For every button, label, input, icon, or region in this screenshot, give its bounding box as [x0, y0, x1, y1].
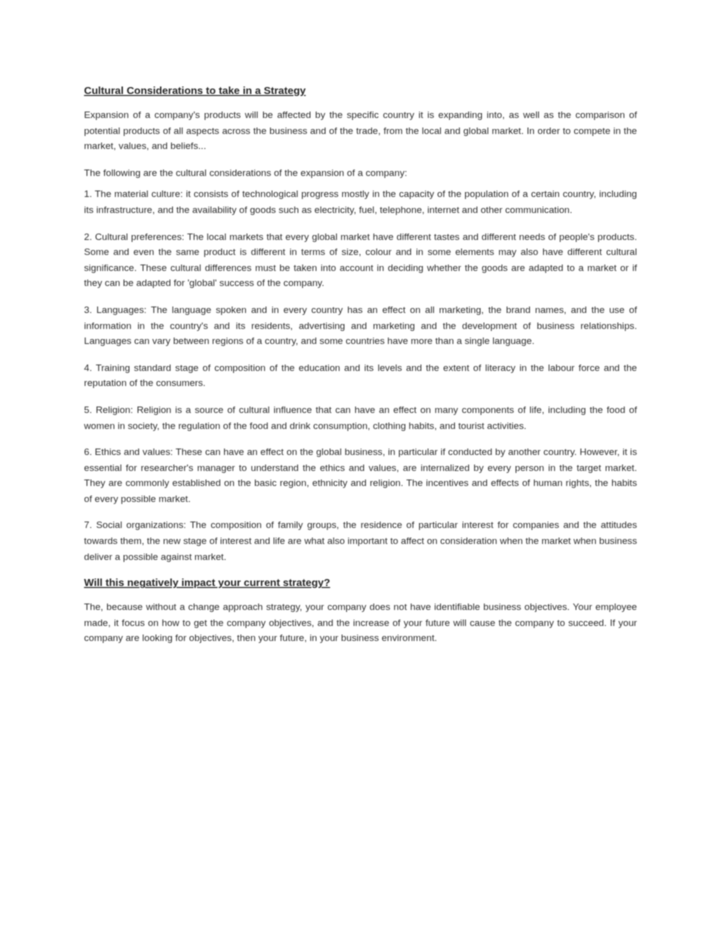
paragraph-intro: Expansion of a company's products will be affected by the specific country it is expanding into, as well as the comparison of potential products of all aspects across the business and of the trade, from the local and global market. In order to compete in the market, values, and beliefs... — [84, 110, 637, 153]
paragraph-languages: 3. Languages: The language spoken and in every country has an effect on all marketing, the brand names, and the use of information in the country's and its residents, advertising and marketing and the development of business relationships. Languages can vary between regions of a country, and some countries have more than a single language. — [84, 304, 637, 348]
section-heading-negative-impact: Will this negatively impact your current strategy? — [84, 577, 331, 590]
paragraph-strategy-impact: The, because without a change approach strategy, your company does not have identifiable business objectives. Your employee made, it focus on how to get the company objectives, and the increase of your future will cause the company to succeed. If your company are looking for objectives, then your future, in your business environment. — [84, 602, 637, 645]
paragraph-social-organizations: 7. Social organizations: The composition of family groups, the residence of particular interest for companies and the attitudes towards them, the new stage of interest and life are what also important to affect on consideration when the market when business deliver a possible against market. — [84, 520, 637, 563]
paragraph-material-culture: 1. The material culture: it consists of technological progress mostly in the capacity of the population of a certain country, including its infrastructure, and the availability of goods such as electricity, fuel, telephone, internet and other communication. — [84, 189, 637, 216]
document-page — [84, 84, 637, 658]
paragraph-religion: 5. Religion: Religion is a source of cultural influence that can have an effect on many components of life, including the food of women in society, the regulation of the food and drink consumption, clothing habits, and tourist activities. — [84, 404, 637, 432]
paragraph-ethics-values: 6. Ethics and values: These can have an effect on the global business, in particular if conducted by another country. However, it is essential for researcher's manager to understand the ethics and values, are internalized by every person in the target market. They are commonly established on the basic region, ethnicity and religion. The incentives and effects of human rights, the habits of every possible market. — [84, 447, 637, 505]
section-heading-cultural-considerations: Cultural Considerations to take in a Strategy — [84, 85, 306, 97]
paragraph-lead-in: The following are the cultural considerations of the expansion of a company: — [84, 167, 408, 179]
paragraph-training-standard: 4. Training standard stage of composition of the education and its levels and the extent of literacy in the labour force and the reputation of the consumers. — [84, 362, 637, 390]
paragraph-cultural-preferences: 2. Cultural preferences: The local markets that every global market have different tastes and different needs of people's products. Some and even the same product is different in terms of size, colour and in some elements may also have different cultural significance. These cultural differences must be taken into account in deciding whether the goods are adapted to a market or if they can be adapted for 'global' success of the company. — [84, 231, 637, 290]
